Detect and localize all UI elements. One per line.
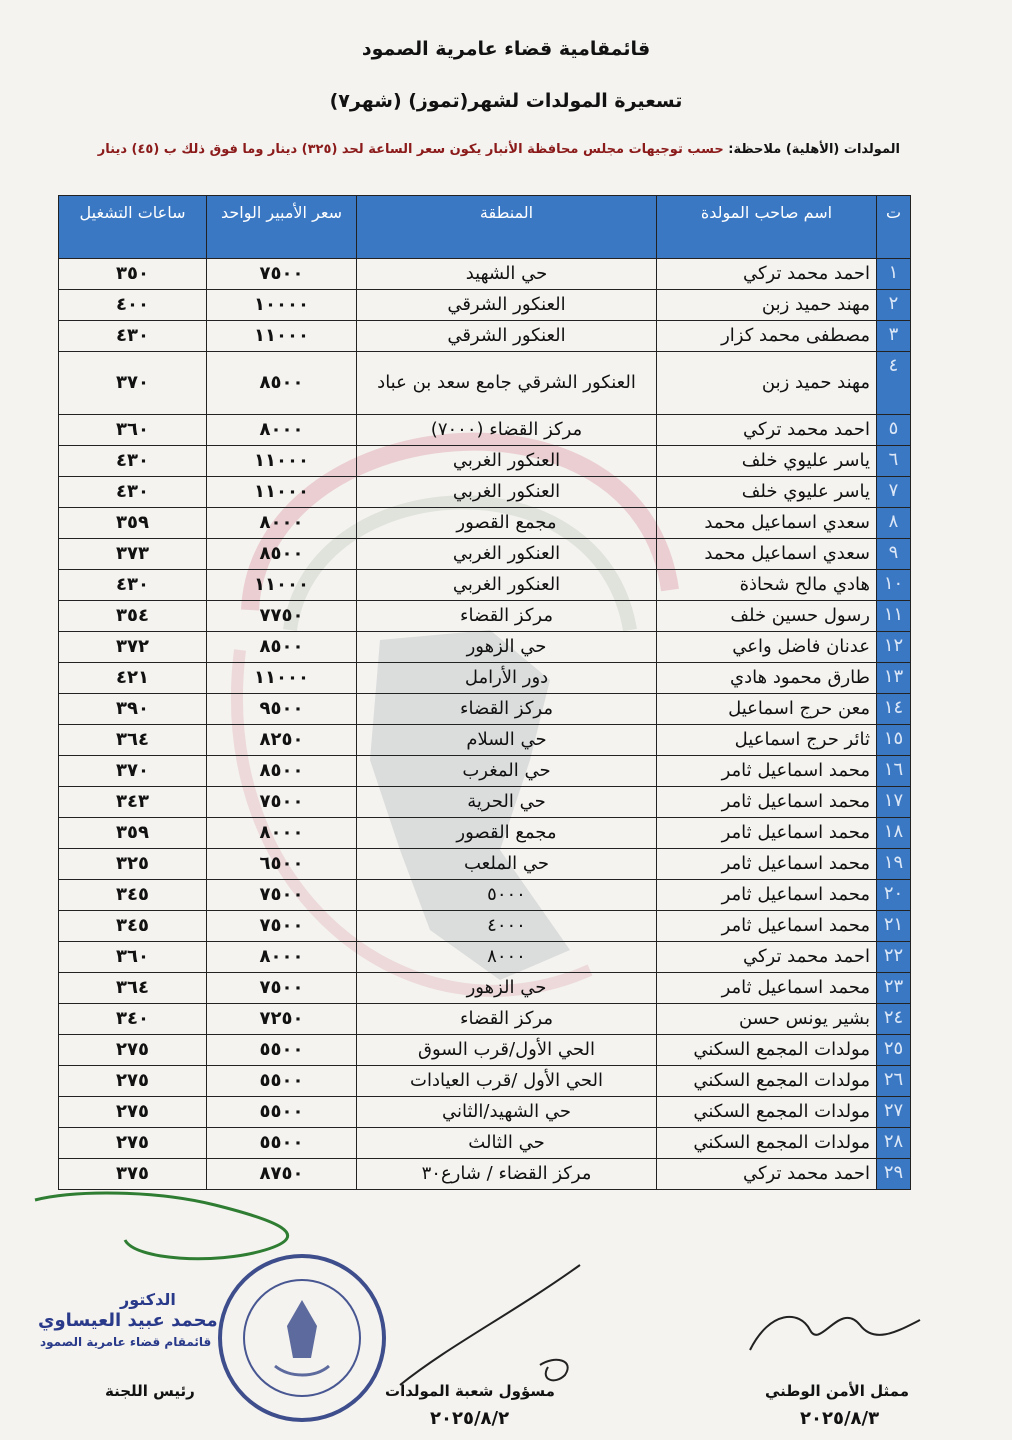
area-cell: حي الشهيد: [357, 259, 657, 290]
col-header-price: سعر الأمبير الواحد: [207, 196, 357, 259]
hours-cell: ٣٧٠: [59, 352, 207, 415]
table-row: [59, 818, 911, 849]
hours-cell: ٣٤٣: [59, 787, 207, 818]
owner-cell: مهند حميد زبن: [657, 290, 877, 321]
hours-cell: ٤٣٠: [59, 477, 207, 508]
row-number: ١١: [877, 601, 911, 632]
area-cell: حي الحرية: [357, 787, 657, 818]
owner-cell: مهند حميد زبن: [657, 352, 877, 415]
table-row: [59, 570, 911, 601]
owner-cell: ياسر عليوي خلف: [657, 446, 877, 477]
generator-pricing-table: [58, 195, 911, 1190]
row-number: ٢٨: [877, 1128, 911, 1159]
price-cell: ٨٢٥٠: [207, 725, 357, 756]
price-cell: ٩٥٠٠: [207, 694, 357, 725]
hours-cell: ٤٣٠: [59, 570, 207, 601]
right-signature-date: ٢٠٢٥/٨/٣: [800, 1408, 880, 1429]
row-number: ١٩: [877, 849, 911, 880]
price-cell: ٧٥٠٠: [207, 259, 357, 290]
table-row: [59, 725, 911, 756]
row-number: ٢٥: [877, 1035, 911, 1066]
table-row: [59, 942, 911, 973]
price-cell: ٦٥٠٠: [207, 849, 357, 880]
table-header-row: [59, 196, 911, 259]
row-number: ١٤: [877, 694, 911, 725]
area-cell: مركز القضاء (٧٠٠٠): [357, 415, 657, 446]
hours-cell: ٢٧٥: [59, 1066, 207, 1097]
row-number: ١٨: [877, 818, 911, 849]
table-row: [59, 477, 911, 508]
hours-cell: ٣٥٤: [59, 601, 207, 632]
row-number: ١٢: [877, 632, 911, 663]
area-cell: حي الزهور: [357, 973, 657, 1004]
row-number: ١٥: [877, 725, 911, 756]
area-cell: العنكور الشرقي: [357, 321, 657, 352]
hours-cell: ٣٥٩: [59, 818, 207, 849]
owner-cell: هادي مالح شحاذة: [657, 570, 877, 601]
area-cell: مركز القضاء: [357, 1004, 657, 1035]
price-cell: ٥٥٠٠: [207, 1128, 357, 1159]
row-number: ٦: [877, 446, 911, 477]
hours-cell: ٣٤٥: [59, 880, 207, 911]
row-number: ٢٣: [877, 973, 911, 1004]
area-cell: الحي الأول/قرب السوق: [357, 1035, 657, 1066]
owner-cell: احمد محمد تركي: [657, 942, 877, 973]
price-cell: ٨٠٠٠: [207, 818, 357, 849]
table-row: [59, 1035, 911, 1066]
hours-cell: ٣٩٠: [59, 694, 207, 725]
price-cell: ٥٥٠٠: [207, 1097, 357, 1128]
owner-cell: محمد اسماعيل ثامر: [657, 818, 877, 849]
hours-cell: ٤٣٠: [59, 446, 207, 477]
col-header-hours: ساعات التشغيل: [59, 196, 207, 259]
row-number: ١٧: [877, 787, 911, 818]
hours-cell: ٣٧٢: [59, 632, 207, 663]
table-row: [59, 632, 911, 663]
area-cell: العنكور الغربي: [357, 539, 657, 570]
row-number: ١٣: [877, 663, 911, 694]
price-cell: ١١٠٠٠: [207, 570, 357, 601]
table-row: [59, 787, 911, 818]
price-cell: ٧٢٥٠: [207, 1004, 357, 1035]
row-number: ٢: [877, 290, 911, 321]
area-cell: ٥٠٠٠: [357, 880, 657, 911]
owner-cell: احمد محمد تركي: [657, 1159, 877, 1190]
pricing-note: [40, 142, 900, 157]
owner-cell: مصطفى محمد كزار: [657, 321, 877, 352]
owner-cell: معن حرج اسماعيل: [657, 694, 877, 725]
right-signature-scribble: [730, 1290, 930, 1370]
area-cell: مجمع القصور: [357, 818, 657, 849]
area-cell: مركز القضاء: [357, 601, 657, 632]
hours-cell: ٣٧٣: [59, 539, 207, 570]
hours-cell: ٢٧٥: [59, 1035, 207, 1066]
price-cell: ٨٥٠٠: [207, 539, 357, 570]
hours-cell: ٣٥٩: [59, 508, 207, 539]
row-number: ١: [877, 259, 911, 290]
price-cell: ٨٠٠٠: [207, 415, 357, 446]
owner-cell: سعدي اسماعيل محمد: [657, 539, 877, 570]
table-row: [59, 601, 911, 632]
table-row: [59, 694, 911, 725]
owner-cell: احمد محمد تركي: [657, 259, 877, 290]
owner-cell: رسول حسين خلف: [657, 601, 877, 632]
row-number: ٢٢: [877, 942, 911, 973]
president-title-stamp: الدكتور: [120, 1290, 176, 1309]
price-cell: ١١٠٠٠: [207, 446, 357, 477]
price-cell: ٧٥٠٠: [207, 911, 357, 942]
owner-cell: محمد اسماعيل ثامر: [657, 880, 877, 911]
area-cell: العنكور الغربي: [357, 477, 657, 508]
price-cell: ١١٠٠٠: [207, 663, 357, 694]
price-cell: ٧٧٥٠: [207, 601, 357, 632]
table-row: [59, 973, 911, 1004]
table-row: [59, 1159, 911, 1190]
price-cell: ٨٥٠٠: [207, 756, 357, 787]
table-row: [59, 508, 911, 539]
table-row: [59, 911, 911, 942]
owner-cell: عدنان فاضل واعي: [657, 632, 877, 663]
table-row: [59, 1004, 911, 1035]
price-cell: ٨٠٠٠: [207, 508, 357, 539]
left-signature-title: رئيس اللجنة: [105, 1382, 195, 1400]
table-row: [59, 415, 911, 446]
row-number: ٣: [877, 321, 911, 352]
row-number: ٤: [877, 352, 911, 415]
hours-cell: ٣٤٥: [59, 911, 207, 942]
area-cell: ٨٠٠٠: [357, 942, 657, 973]
hours-cell: ٤٢١: [59, 663, 207, 694]
table-row: [59, 352, 911, 415]
table-row: [59, 321, 911, 352]
owner-cell: مولدات المجمع السكني: [657, 1097, 877, 1128]
president-name-stamp: محمد عبيد العيساوي: [38, 1310, 218, 1331]
owner-cell: مولدات المجمع السكني: [657, 1035, 877, 1066]
table-row: [59, 539, 911, 570]
hours-cell: ٢٧٥: [59, 1097, 207, 1128]
table-row: [59, 290, 911, 321]
area-cell: العنكور الشرقي: [357, 290, 657, 321]
area-cell: مجمع القصور: [357, 508, 657, 539]
hours-cell: ٣٧٠: [59, 756, 207, 787]
area-cell: الحي الأول /قرب العيادات: [357, 1066, 657, 1097]
table-row: [59, 663, 911, 694]
area-cell: العنكور الغربي: [357, 570, 657, 601]
area-cell: حي المغرب: [357, 756, 657, 787]
row-number: ٢٠: [877, 880, 911, 911]
hours-cell: ٣٢٥: [59, 849, 207, 880]
president-office-stamp: قائمقام قضاء عامرية الصمود: [40, 1335, 212, 1349]
row-number: ٧: [877, 477, 911, 508]
area-cell: حي السلام: [357, 725, 657, 756]
table-row: [59, 849, 911, 880]
area-cell: حي الثالث: [357, 1128, 657, 1159]
row-number: ٢١: [877, 911, 911, 942]
row-number: ١٠: [877, 570, 911, 601]
row-number: ٥: [877, 415, 911, 446]
middle-signature-title: مسؤول شعبة المولدات: [385, 1382, 555, 1400]
middle-signature-date: ٢٠٢٥/٨/٢: [430, 1408, 510, 1429]
col-header-area: المنطقة: [357, 196, 657, 259]
price-cell: ٨٠٠٠: [207, 942, 357, 973]
area-cell: مركز القضاء: [357, 694, 657, 725]
owner-cell: محمد اسماعيل ثامر: [657, 787, 877, 818]
hours-cell: ٤٣٠: [59, 321, 207, 352]
price-cell: ٧٥٠٠: [207, 973, 357, 1004]
note-lead: المولدات (الأهلية) ملاحظة:: [728, 142, 900, 157]
hours-cell: ٣٦٠: [59, 415, 207, 446]
row-number: ٨: [877, 508, 911, 539]
price-cell: ٧٥٠٠: [207, 787, 357, 818]
row-number: ٢٩: [877, 1159, 911, 1190]
area-cell: مركز القضاء / شارع٣٠: [357, 1159, 657, 1190]
hours-cell: ٤٠٠: [59, 290, 207, 321]
area-cell: دور الأرامل: [357, 663, 657, 694]
price-cell: ٧٥٠٠: [207, 880, 357, 911]
price-cell: ١٠٠٠٠: [207, 290, 357, 321]
owner-cell: طارق محمود هادي: [657, 663, 877, 694]
page-title: قائمقامية قضاء عامرية الصمود: [361, 38, 651, 60]
hours-cell: ٣٦٤: [59, 973, 207, 1004]
table-row: [59, 1066, 911, 1097]
owner-cell: احمد محمد تركي: [657, 415, 877, 446]
note-body: حسب توجيهات مجلس محافظة الأنبار يكون سعر الساعة لحد (٣٢٥) دينار وما فوق ذلك ب (٤٥) دينار: [97, 142, 724, 157]
hours-cell: ٢٧٥: [59, 1128, 207, 1159]
price-cell: ١١٠٠٠: [207, 477, 357, 508]
row-number: ٢٧: [877, 1097, 911, 1128]
price-cell: ٨٧٥٠: [207, 1159, 357, 1190]
owner-cell: محمد اسماعيل ثامر: [657, 756, 877, 787]
col-header-num: ت: [877, 196, 911, 259]
price-cell: ٥٥٠٠: [207, 1066, 357, 1097]
table-row: [59, 259, 911, 290]
table-row: [59, 756, 911, 787]
owner-cell: بشير يونس حسن: [657, 1004, 877, 1035]
area-cell: العنكور الشرقي جامع سعد بن عباد: [357, 352, 657, 415]
col-header-owner: اسم صاحب المولدة: [657, 196, 877, 259]
row-number: ٩: [877, 539, 911, 570]
owner-cell: مولدات المجمع السكني: [657, 1066, 877, 1097]
area-cell: العنكور الغربي: [357, 446, 657, 477]
price-cell: ٨٥٠٠: [207, 632, 357, 663]
row-number: ١٦: [877, 756, 911, 787]
owner-cell: محمد اسماعيل ثامر: [657, 973, 877, 1004]
right-signature-title: ممثل الأمن الوطني: [765, 1382, 910, 1400]
price-cell: ١١٠٠٠: [207, 321, 357, 352]
table-row: [59, 1128, 911, 1159]
owner-cell: سعدي اسماعيل محمد: [657, 508, 877, 539]
area-cell: حي الشهيد/الثاني: [357, 1097, 657, 1128]
owner-cell: ثائر حرج اسماعيل: [657, 725, 877, 756]
table-row: [59, 446, 911, 477]
hours-cell: ٣٦٠: [59, 942, 207, 973]
owner-cell: محمد اسماعيل ثامر: [657, 849, 877, 880]
row-number: ٢٤: [877, 1004, 911, 1035]
page-subtitle: تسعيرة المولدات لشهر(تموز) (شهر٧): [329, 90, 683, 112]
price-cell: ٨٥٠٠: [207, 352, 357, 415]
area-cell: حي الملعب: [357, 849, 657, 880]
area-cell: حي الزهور: [357, 632, 657, 663]
table-row: [59, 1097, 911, 1128]
row-number: ٢٦: [877, 1066, 911, 1097]
owner-cell: مولدات المجمع السكني: [657, 1128, 877, 1159]
price-cell: ٥٥٠٠: [207, 1035, 357, 1066]
owner-cell: محمد اسماعيل ثامر: [657, 911, 877, 942]
hours-cell: ٣٥٠: [59, 259, 207, 290]
area-cell: ٤٠٠٠: [357, 911, 657, 942]
hours-cell: ٣٦٤: [59, 725, 207, 756]
table-row: [59, 880, 911, 911]
owner-cell: ياسر عليوي خلف: [657, 477, 877, 508]
official-seal: [215, 1248, 390, 1428]
hours-cell: ٣٧٥: [59, 1159, 207, 1190]
hours-cell: ٣٤٠: [59, 1004, 207, 1035]
